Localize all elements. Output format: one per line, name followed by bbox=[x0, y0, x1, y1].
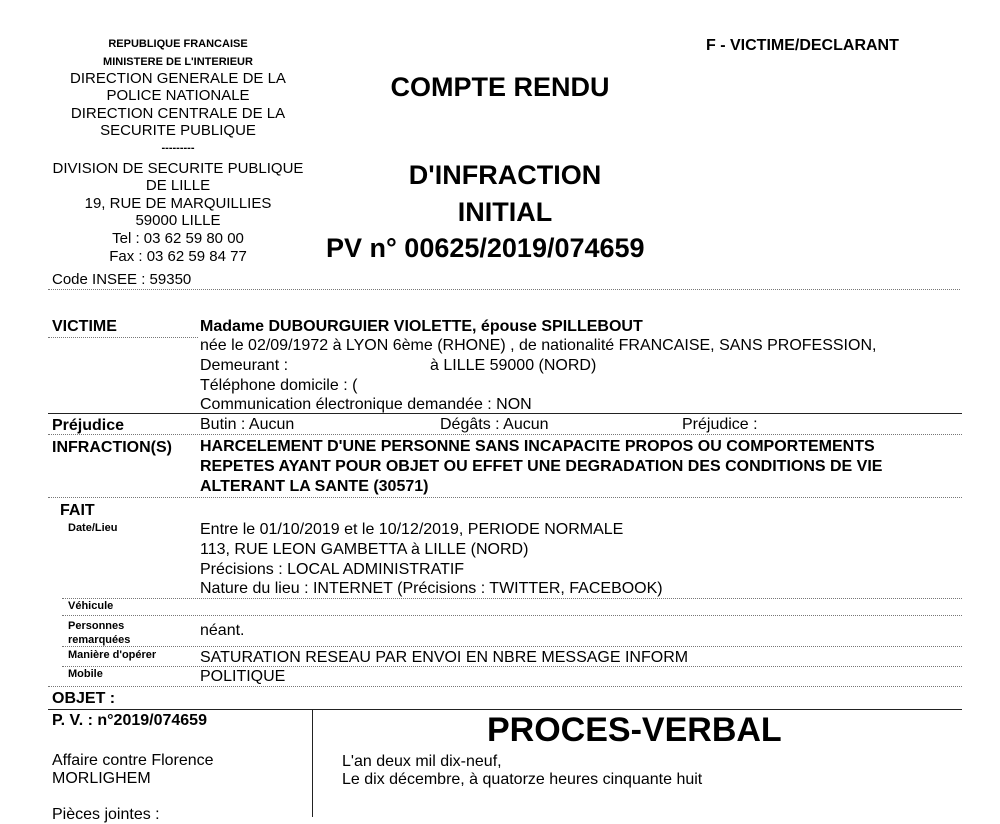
insee-code: Code INSEE : 59350 bbox=[52, 271, 192, 288]
title-compte-rendu: COMPTE RENDU bbox=[390, 72, 610, 102]
victime-label: VICTIME bbox=[52, 318, 117, 335]
prejudice-value: Préjudice : bbox=[682, 416, 758, 433]
separator-text: --------- bbox=[161, 142, 195, 154]
division-line2: DE LILLE bbox=[145, 177, 211, 194]
fait-nature: Nature du lieu : INTERNET (Précisions : TWITTER, FACEBOOK) bbox=[200, 580, 663, 597]
victime-telephone: Téléphone domicile : ( bbox=[200, 377, 358, 394]
demeurant-value: à LILLE 59000 (NORD) bbox=[430, 357, 597, 374]
victime-birth: née le 02/09/1972 à LYON 6ème (RHONE) , de nationalité FRANCAISE, SANS PROFESSION, bbox=[200, 337, 877, 354]
date-lieu-label: Date/Lieu bbox=[68, 522, 118, 534]
divider bbox=[48, 289, 960, 290]
maniere-label: Manière d'opérer bbox=[68, 649, 157, 661]
infraction-line2: REPETES AYANT POUR OBJET OU EFFET UNE DEGRADATION DES CONDITIONS DE VIE bbox=[200, 458, 883, 475]
personnes-value: néant. bbox=[200, 622, 245, 639]
infraction-line3: ALTERANT LA SANTE (30571) bbox=[200, 478, 429, 495]
butin-text: Butin : Aucun bbox=[200, 416, 295, 433]
prejudice-label: Préjudice bbox=[52, 417, 125, 434]
divider bbox=[48, 434, 962, 435]
fax-text: Fax : 03 62 59 84 77 bbox=[109, 248, 247, 265]
vehicule-label: Véhicule bbox=[68, 600, 114, 612]
address-line1: 19, RUE DE MARQUILLIES bbox=[84, 195, 272, 212]
infraction-label: INFRACTION(S) bbox=[52, 439, 172, 456]
tel-text: Tel : 03 62 59 80 00 bbox=[112, 230, 244, 247]
divider bbox=[62, 598, 962, 599]
fait-label: FAIT bbox=[60, 502, 95, 519]
date-line2: Le dix décembre, à quatorze heures cinquante huit bbox=[342, 771, 703, 788]
fait-adresse: 113, RUE LEON GAMBETTA à LILLE (NORD) bbox=[200, 541, 529, 558]
division-line1: DIVISION DE SECURITE PUBLIQUE bbox=[52, 160, 304, 177]
dcsp-line1: DIRECTION CENTRALE DE LA bbox=[70, 105, 286, 122]
pv-number: PV n° 00625/2019/074659 bbox=[326, 233, 645, 263]
column-divider bbox=[312, 710, 313, 817]
personnes-label-line1: Personnes bbox=[68, 620, 125, 632]
fait-date: Entre le 01/10/2019 et le 10/12/2019, PERIODE NORMALE bbox=[200, 521, 624, 538]
divider bbox=[62, 615, 962, 616]
mobile-value: POLITIQUE bbox=[200, 668, 286, 685]
republique-text: REPUBLIQUE FRANCAISE bbox=[108, 38, 248, 50]
mobile-label: Mobile bbox=[68, 668, 103, 680]
fait-precisions: Précisions : LOCAL ADMINISTRATIF bbox=[200, 561, 465, 578]
date-line1: L'an deux mil dix-neuf, bbox=[342, 753, 502, 770]
affaire-line2: MORLIGHEM bbox=[52, 770, 151, 787]
divider bbox=[48, 337, 198, 338]
divider bbox=[48, 413, 962, 414]
divider bbox=[48, 686, 962, 687]
victime-name: Madame DUBOURGUIER VIOLETTE, épouse SPILLEBOUT bbox=[200, 318, 643, 335]
infraction-line1: HARCELEMENT D'UNE PERSONNE SANS INCAPACITE PROPOS OU COMPORTEMENTS bbox=[200, 438, 875, 455]
personnes-label-line2: remarquées bbox=[68, 634, 131, 646]
divider bbox=[48, 709, 962, 710]
divider bbox=[62, 646, 962, 647]
form-type-tag: F - VICTIME/DECLARANT bbox=[706, 37, 899, 54]
affaire-line1: Affaire contre Florence bbox=[52, 752, 214, 769]
victime-communication: Communication électronique demandée : NON bbox=[200, 396, 532, 413]
pieces-jointes: Pièces jointes : bbox=[52, 806, 160, 823]
objet-label: OBJET : bbox=[52, 690, 116, 707]
divider bbox=[62, 666, 962, 667]
pv-reference: P. V. : n°2019/074659 bbox=[52, 712, 207, 729]
maniere-value: SATURATION RESEAU PAR ENVOI EN NBRE MESSAGE INFORM bbox=[200, 649, 689, 666]
dgpn-line1: DIRECTION GENERALE DE LA bbox=[70, 70, 286, 87]
demeurant-label: Demeurant : bbox=[200, 357, 289, 374]
title-infraction: D'INFRACTION bbox=[408, 160, 602, 190]
divider bbox=[48, 497, 962, 498]
address-line2: 59000 LILLE bbox=[135, 212, 221, 229]
ministere-text: MINISTERE DE L'INTERIEUR bbox=[103, 56, 253, 68]
title-initial: INITIAL bbox=[457, 197, 553, 227]
dcsp-line2: SECURITE PUBLIQUE bbox=[100, 122, 256, 139]
degats-text: Dégâts : Aucun bbox=[440, 416, 549, 433]
dgpn-line2: POLICE NATIONALE bbox=[106, 87, 250, 104]
proces-verbal-title: PROCES-VERBAL bbox=[487, 711, 782, 749]
